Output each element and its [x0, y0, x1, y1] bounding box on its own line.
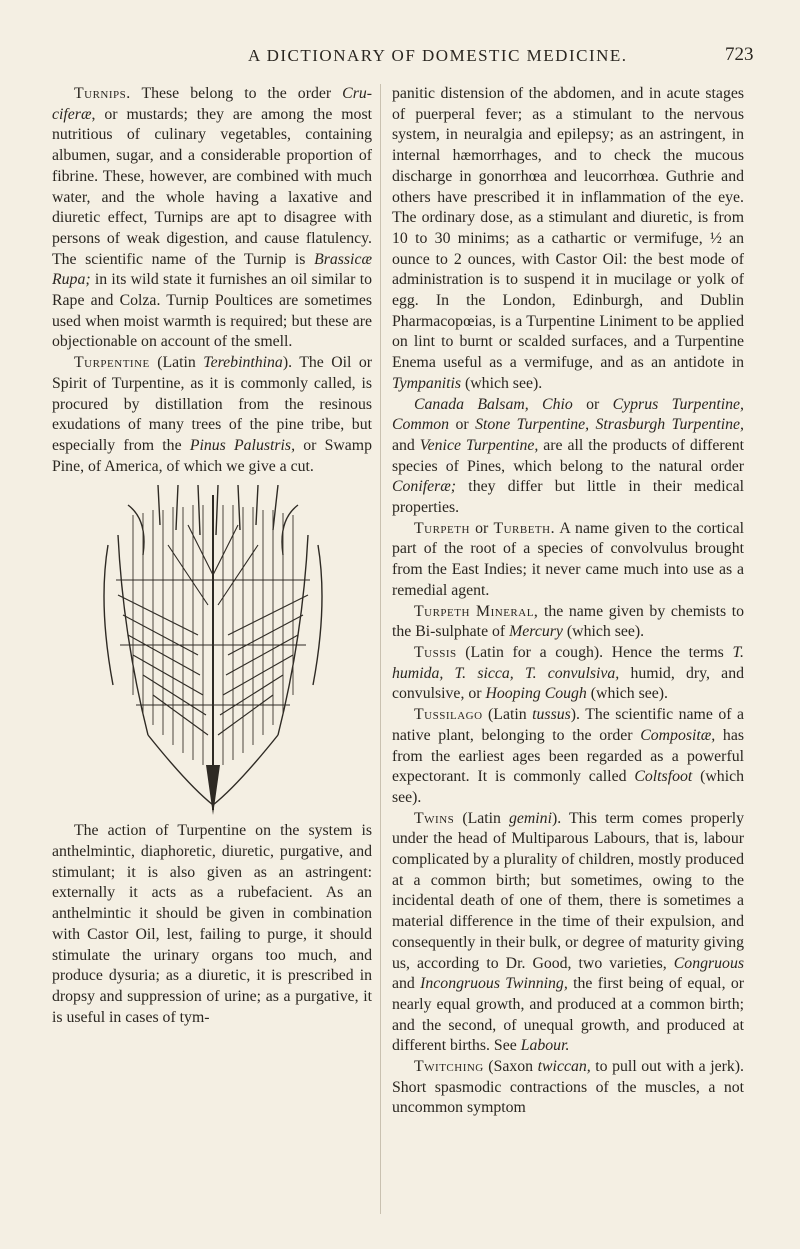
- entry-text: ). The Oil or Spirit of Turpentine, as it is commonly called, is procured by distillation from the resinous exudations of many trees of the pine tribe, but especially from the: [52, 354, 372, 454]
- entry-italic: T. humida, T. sicca, T. convulsiva,: [392, 643, 744, 682]
- entry-turpentine-continued: [392, 84, 744, 395]
- entry-italic: Stone Turpentine, Strasburgh Turpentine,: [475, 416, 745, 434]
- entry-text: (Latin: [482, 706, 533, 724]
- entry-text: (which see).: [562, 623, 645, 641]
- entry-tussilago: [392, 705, 744, 809]
- entry-text: , or mustards; they are among the most nutritious of culinary vegetables, containing albumen, sugar, and a considerable proportion of fibrine. These, however, are combined with much water, and the whole having a laxative and diuretic effect, Turnips are apt to disagree with persons of weak digestion, and cause flatulency. The scientific name of the Turnip is: [52, 105, 372, 268]
- entry-text: (which see).: [461, 374, 543, 392]
- entry-text: humid, dry, and convulsive, or: [392, 664, 744, 703]
- entry-italic: Cyprus Turpentine, Common: [392, 395, 744, 434]
- entry-italic: Brassicæ Rupa;: [52, 250, 372, 289]
- entry-italic: Canada Balsam, Chio: [414, 395, 573, 413]
- page-number: 723: [725, 44, 754, 65]
- entry-term: Tussis: [414, 643, 457, 661]
- entry-text: (which see).: [586, 685, 668, 703]
- entry-tussis: [392, 643, 744, 705]
- entry-italic: Labour.: [520, 1037, 570, 1055]
- entry-italic: Tympanitis: [392, 374, 462, 392]
- entry-text: (which see).: [392, 768, 744, 806]
- running-title: A DICTIONARY OF DOMESTIC MEDICINE.: [248, 46, 628, 65]
- entry-text: (Latin for a cough). Hence the terms: [456, 643, 733, 661]
- entry-text: These belong to the order: [130, 85, 343, 102]
- entry-twitching: [392, 1057, 744, 1119]
- entry-text: The action of Turpentine on the system is anthelmintic, diaphoretic, diuretic, purgative, and stimulant; it is also given as an astringent: externally it acts as a rubefacient. As an anthelmintic it should be given in combination with Castor Oil, lest, failing to purge, it should stimulate the urinary organs too much, and produce dysuria; as a diuretic, it is prescribed in dropsy and suppression of urine; as a purgative, it is useful in cases of tym-: [52, 822, 372, 1026]
- entry-turpeth: [392, 519, 744, 602]
- entry-italic: Cru-ciferæ: [52, 85, 372, 123]
- entry-text: or: [572, 395, 613, 413]
- page-header: [0, 46, 800, 74]
- entry-italic: Venice Turpentine,: [419, 436, 539, 454]
- entry-text: (Latin: [149, 354, 204, 372]
- entry-text: or: [469, 519, 494, 537]
- entry-italic: Incongruous Twinning,: [420, 975, 568, 993]
- entry-text: and: [392, 975, 421, 993]
- entry-text: are all the products of different species of Pines, which belong to the natural order: [392, 436, 744, 475]
- pine-tree-illustration: [88, 485, 338, 815]
- entry-italic: Coniferæ;: [392, 478, 457, 496]
- entry-italic: twiccan,: [537, 1058, 591, 1076]
- column-divider: [380, 84, 381, 1214]
- entry-italic: Pinus Palustris,: [189, 436, 296, 454]
- right-column: [392, 84, 744, 1119]
- entry-italic: gemini: [508, 809, 552, 827]
- entry-turpeth-mineral: [392, 602, 744, 643]
- left-column: [52, 84, 372, 1028]
- entry-text: or Swamp Pine, of America, of which we give a cut.: [52, 436, 372, 475]
- entry-italic: tussus: [532, 706, 571, 724]
- entry-italic: Hooping Cough: [485, 685, 587, 703]
- entry-term: Turpeth Mineral,: [414, 602, 539, 620]
- entry-term: Turpentine: [74, 354, 150, 372]
- entry-text: ). The scientific name of a native plant, belonging to the order: [392, 706, 744, 744]
- entry-text: has from the earliest ages been regarded as a powerful expectorant. It is commonly called: [392, 726, 744, 786]
- entry-text: A name given to the cortical part of the root of a species of convolvulus brought from the East Indies; it never came much into use as a remedial agent.: [392, 519, 744, 599]
- entry-term: Turpeth: [414, 519, 470, 537]
- entry-text: to pull out with a jerk). Short spasmodic contractions of the muscles, a not uncommon symptom: [392, 1058, 744, 1117]
- entry-text: they differ but little in their medical properties.: [392, 478, 744, 517]
- entry-italic: Compositæ,: [640, 726, 716, 744]
- entry-italic: Terebinthina: [203, 354, 283, 372]
- entry-italic: Congruous: [673, 954, 744, 972]
- entry-term: Twins: [414, 809, 455, 827]
- entry-twins: [392, 809, 744, 1057]
- entry-term: Turnips.: [74, 85, 131, 102]
- entry-text: and: [392, 436, 420, 454]
- entry-text: the first being of equal, or nearly equal growth, and produced at a common birth; and the second, of unequal growth, and produced at different births. See: [392, 975, 744, 1055]
- entry-turpentine-action: [52, 821, 372, 1028]
- entry-text: (Latin: [454, 809, 509, 827]
- entry-italic: Mercury: [509, 623, 563, 641]
- entry-text: ). This term comes properly under the head of Multiparous Labours, that is, labour complicated by a plurality of children, mostly produced at a common birth; but sometimes, owing to the incidental death of one of them, there is sometimes a material difference in the time of their expulsion, and consequently in their bulk, or degree of maturity giving us, according to Dr. Good, two varieties,: [392, 809, 744, 972]
- entry-term: Tussilago: [414, 706, 483, 724]
- entry-turpentine: [52, 353, 372, 477]
- entry-text: in its wild state it furnishes an oil similar to Rape and Colza. Turnip Poultices are sometimes used when moist warmth is required; but these are objectionable on account of the smell.: [52, 271, 372, 351]
- entry-term: Turbeth.: [493, 519, 556, 537]
- entry-text: the name given by chemists to the Bi-sulphate of: [392, 602, 745, 641]
- entry-term: Twitching: [414, 1058, 484, 1076]
- entry-turnips: [52, 84, 372, 353]
- entry-text: or: [449, 416, 476, 434]
- entry-text: (Saxon: [483, 1058, 538, 1076]
- entry-text: panitic distension of the abdomen, and in acute stages of puerperal fever; as a stimulant to the nervous system, in neuralgia and epilepsy; as an astringent, in internal hæmorrhages, and to check the mucous discharge in gonorrhœa and leucorrhœa. Guthrie and others have prescribed it in inflammation of the eye. The ordinary dose, as a stimulant and diuretic, is from 10 to 30 minims; as a cathartic or vermifuge, ½ an ounce to 2 ounces, with Castor Oil: the best mode of administration is to suspend it in mucilage or yolk of egg. In the London, Edinburgh, and Dublin Pharmacopœias, is a Turpentine Liniment to be applied on lint to burnt or scalded surfaces, and a Turpentine Enema useful as a vermifuge, and as an antidote in: [392, 85, 744, 372]
- entry-canada-balsam: [392, 395, 744, 519]
- entry-italic: Coltsfoot: [634, 768, 693, 786]
